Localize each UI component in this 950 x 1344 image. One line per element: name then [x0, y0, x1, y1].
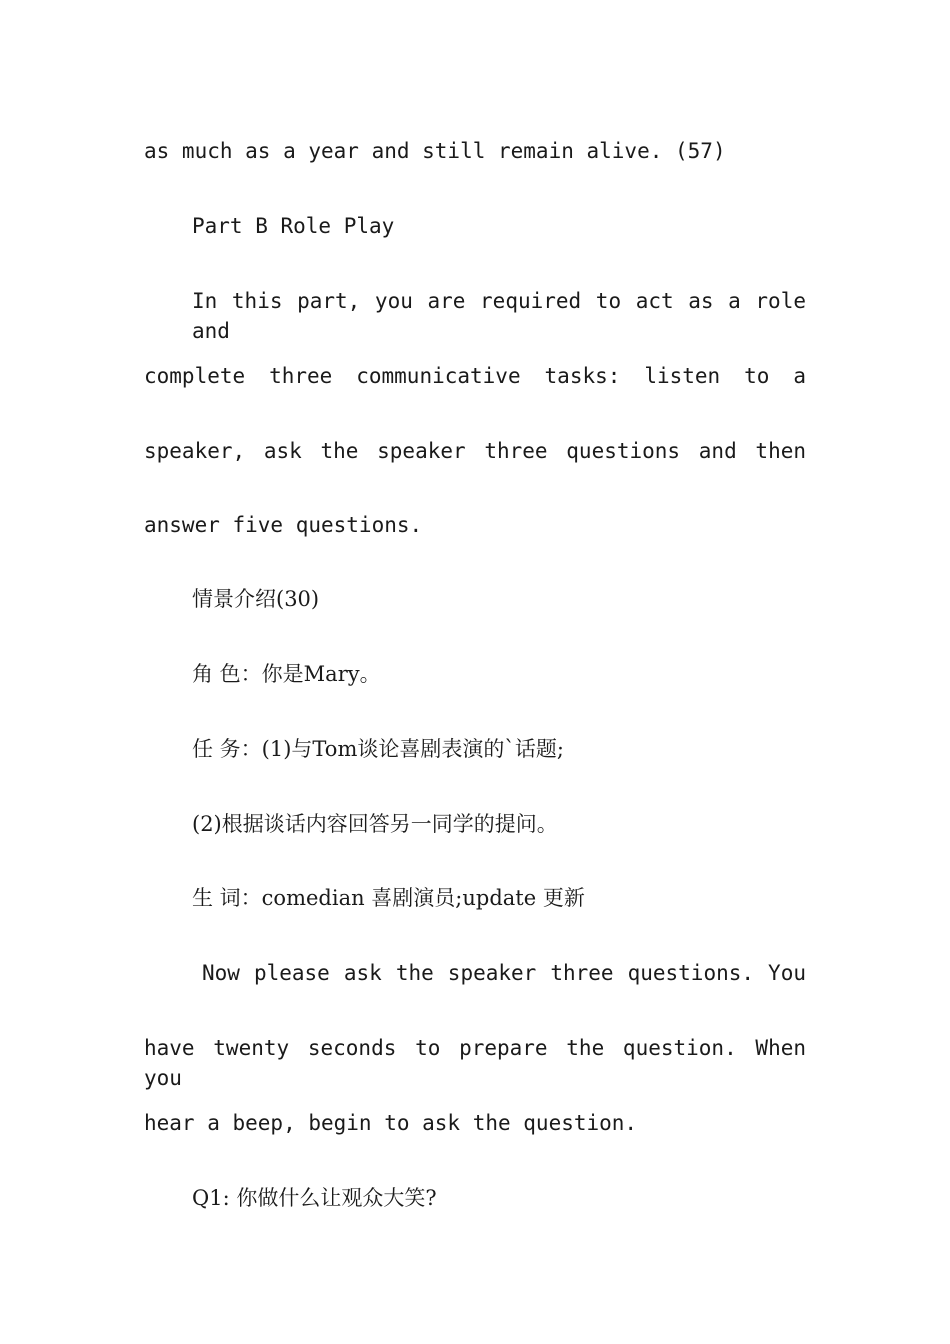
instruction-line-1: In this part, you are required to act as a role and — [192, 289, 806, 343]
question-1: Q1: 你做什么让观众大笑? — [192, 1186, 437, 1210]
task-line-2: (2)根据谈话内容回答另一同学的提问。 — [192, 812, 558, 836]
instruction-line-3: speaker, ask the speaker three questions and then — [144, 439, 806, 463]
text-line-continuation: as much as a year and still remain alive. (57) — [144, 139, 726, 163]
question-instruction-line-2: have twenty seconds to prepare the question. When you — [144, 1036, 806, 1090]
instruction-line-4: answer five questions. — [144, 513, 423, 537]
instruction-line-2: complete three communicative tasks: listen to a — [144, 364, 806, 388]
question-instruction-line-1: Now please ask the speaker three questions. You — [202, 961, 806, 985]
vocabulary-line: 生 词：comedian 喜剧演员;update 更新 — [192, 886, 585, 910]
section-heading-part-b: Part B Role Play — [192, 214, 395, 238]
question-instruction-line-3: hear a beep, begin to ask the question. — [144, 1111, 638, 1135]
task-line-1: 任 务：(1)与Tom谈论喜剧表演的`话题; — [192, 737, 564, 761]
scenario-intro-heading: 情景介绍(30) — [192, 587, 320, 611]
role-line: 角 色：你是Mary。 — [192, 662, 381, 686]
